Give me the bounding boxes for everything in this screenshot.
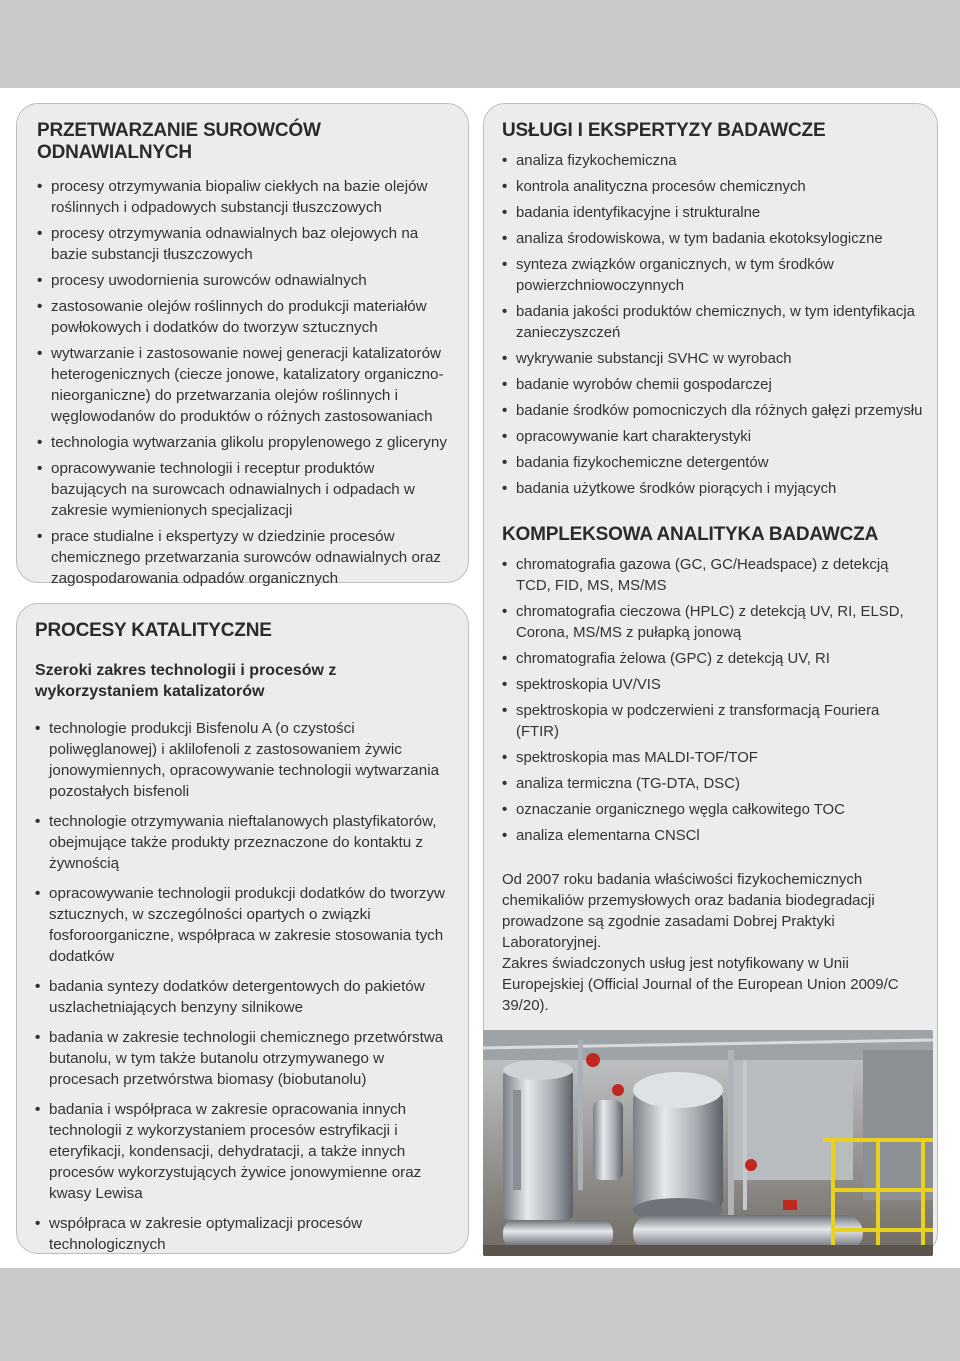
list-item: • spektroskopia UV/VIS [502,675,925,696]
bottom-gray-band [0,1268,960,1361]
list-item: • technologie otrzymywania nieftalanowych plastyfikatorów, obejmujące także produkty przeznaczone do kontaktu z żywnością [35,811,452,874]
list-item: • badania i współpraca w zakresie opracowania innych technologii z wykorzystaniem procesów estryfikacji i eteryfikacji, kondensacji, dehydratacji, a także innych procesów wykorzystujących żywice jonowymienne oraz kwasy Lewisa [35,1099,452,1204]
list-item: • opracowywanie technologii i receptur produktów bazujących na surowcach odnawialnych i odpadach w zakresie wymienionych specjalizacji [37,458,452,521]
bullet-list [37,176,452,589]
list-item: • procesy uwodornienia surowców odnawialnych [37,270,452,291]
list-item: • synteza związków organicznych, w tym środków powierzchniowoczynnych [502,255,925,297]
list-item: • wykrywanie substancji SVHC w wyrobach [502,349,925,370]
list-item: • analiza fizykochemiczna [502,151,925,172]
list-item: • technologia wytwarzania glikolu propylenowego z gliceryny [37,432,452,453]
note-paragraph: Od 2007 roku badania właściwości fizykochemicznych chemikaliów przemysłowych oraz badania biodegradacji prowadzone są zgodnie zasadami Dobrej Praktyki Laboratoryjnej. [502,871,875,951]
top-gray-band [0,0,960,88]
list-item: • badania użytkowe środków piorących i myjących [502,479,925,500]
list-item: • chromatografia gazowa (GC, GC/Headspace) z detekcją TCD, FID, MS, MS/MS [502,555,925,597]
bullet-list [35,718,452,1255]
list-item: • analiza elementarna CNSCl [502,826,925,847]
list-item: • badania identyfikacyjne i strukturalne [502,203,925,224]
catalytic-processes-panel [16,603,469,1254]
list-item: • procesy otrzymywania biopaliw ciekłych na bazie olejów roślinnych i odpadowych substancji tłuszczowych [37,176,452,218]
list-item: • prace studialne i ekspertyzy w dziedzinie procesów chemicznego przetwarzania surowców odnawialnych oraz zagospodarowania odpadów organicznych [37,526,452,589]
list-item: • opracowywanie technologii produkcji dodatków do tworzyw sztucznych, w szczególności opartych o związki fosforoorganiczne, współpraca w zakresie stosowania tych dodatków [35,883,452,967]
panel-subheading: Szeroki zakres technologii i procesów z wykorzystaniem katalizatorów [35,662,337,700]
list-item: • procesy otrzymywania odnawialnych baz olejowych na bazie substancji tłuszczowych [37,223,452,265]
list-item: • badanie środków pomocniczych dla różnych gałęzi przemysłu [502,401,925,422]
renewable-processing-panel [16,103,469,587]
panel-heading: PROCESY KATALITYCZNE [35,620,272,641]
list-item: • współpraca w zakresie optymalizacji procesów technologicznych [35,1213,452,1255]
list-item: • technologie produkcji Bisfenolu A (o czystości poliwęglanowej) i aklilofenoli z zastosowaniem żywic jonowymiennych, opracowywanie technologii wytwarzania pozostałych bisfenoli [35,718,452,802]
list-item: • opracowywanie kart charakterystyki [502,427,925,448]
panel-heading: PRZETWARZANIE SUROWCÓW ODNAWIALNYCH [37,120,321,163]
list-item: • kontrola analityczna procesów chemicznych [502,177,925,198]
note-paragraph: Zakres świadczonych usług jest notyfikowany w Unii Europejskiej (Official Journal of the European Union 2009/C 39/20). [502,955,899,1014]
list-item: • analiza środowiskowa, w tym badania ekotoksylogiczne [502,229,925,250]
bullet-list [502,555,925,847]
list-item: • badanie wyrobów chemii gospodarczej [502,375,925,396]
list-item: • chromatografia żelowa (GPC) z detekcją UV, RI [502,649,925,670]
list-item: • wytwarzanie i zastosowanie nowej generacji katalizatorów heterogenicznych (ciecze jonowe, katalizatory organiczno-nieorganiczne) do przetwarzania olejów roślinnych i węglowodanów do produktów o różnych zastosowaniach [37,343,452,427]
industrial-installation-photo [483,1030,933,1256]
list-item: • badania fizykochemiczne detergentów [502,453,925,474]
list-item: • spektroskopia mas MALDI-TOF/TOF [502,748,925,769]
list-item: • oznaczanie organicznego węgla całkowitego TOC [502,800,925,821]
list-item: • chromatografia cieczowa (HPLC) z detekcją UV, RI, ELSD, Corona, MS/MS z pułapką jonową [502,602,925,644]
list-item: • zastosowanie olejów roślinnych do produkcji materiałów powłokowych i dodatków do tworzyw sztucznych [37,296,452,338]
panel-heading: KOMPLEKSOWA ANALITYKA BADAWCZA [502,524,879,545]
glp-note [502,869,925,1016]
list-item: • badania w zakresie technologii chemicznego przetwórstwa butanolu, w tym także butanolu otrzymywanego w procesach przetwórstwa biomasy (biobutanolu) [35,1027,452,1090]
list-item: • spektroskopia w podczerwieni z transformacją Fouriera (FTIR) [502,701,925,743]
list-item: • badania syntezy dodatków detergentowych do pakietów uszlachetniających benzyny silnikowe [35,976,452,1018]
bullet-list [502,151,925,500]
panel-heading: USŁUGI I EKSPERTYZY BADAWCZE [502,120,826,141]
list-item: • analiza termiczna (TG-DTA, DSC) [502,774,925,795]
list-item: • badania jakości produktów chemicznych, w tym identyfikacja zanieczyszczeń [502,302,925,344]
